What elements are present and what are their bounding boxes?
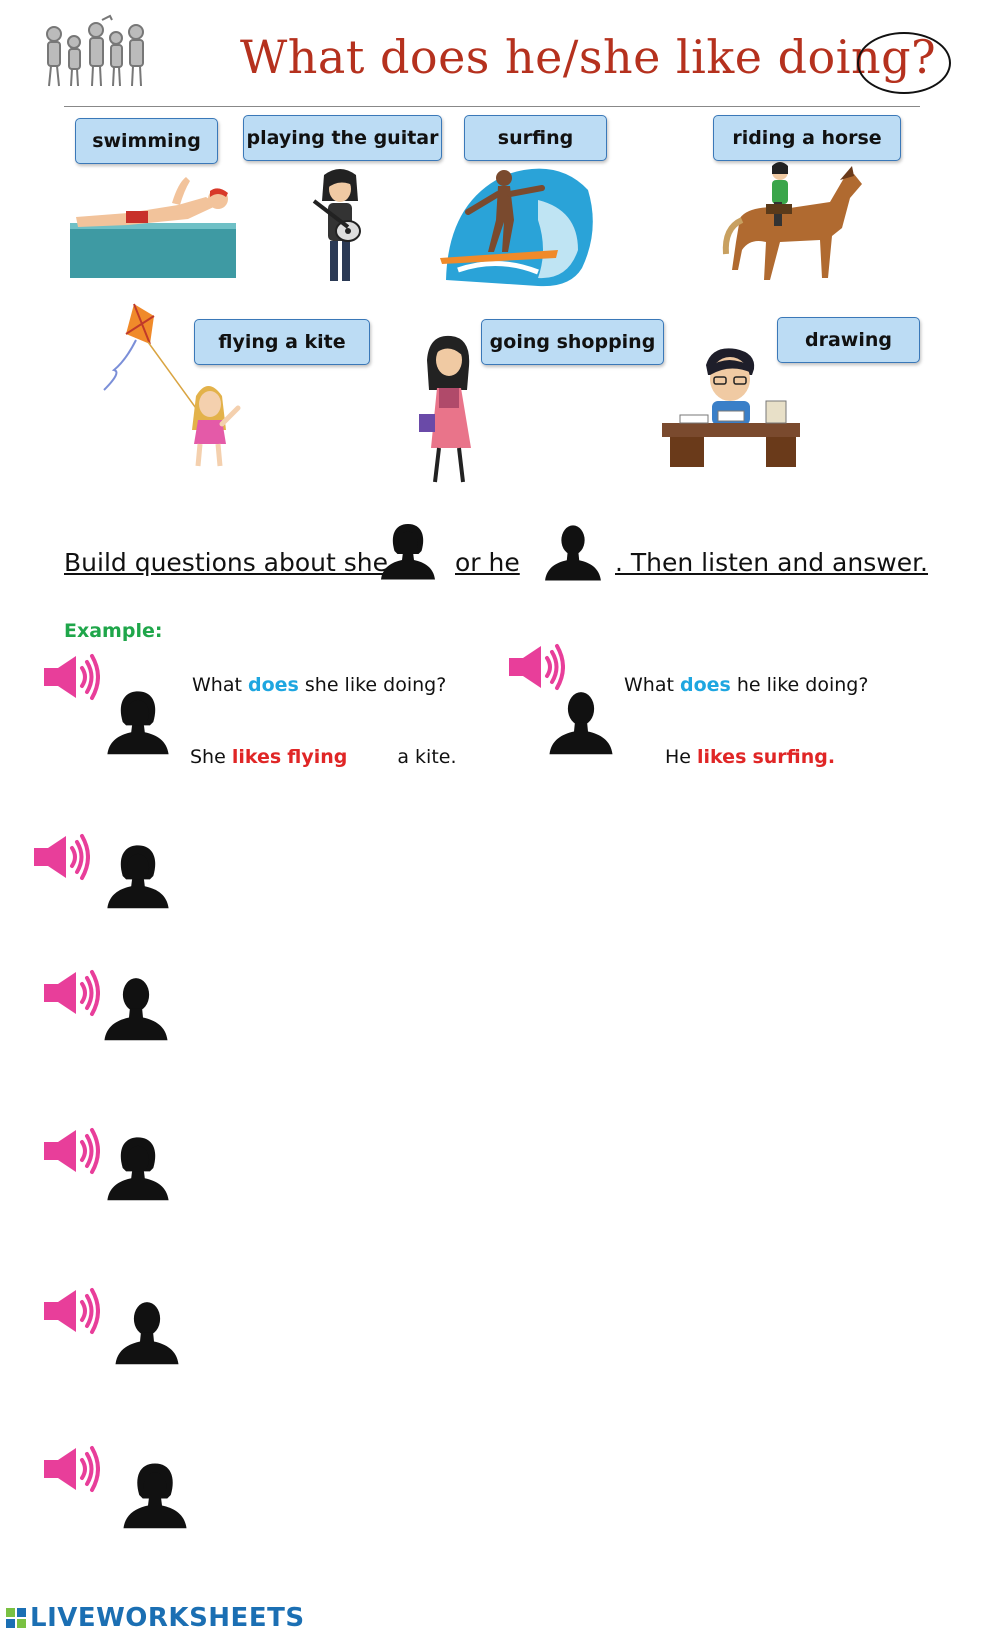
horse-rider-image bbox=[720, 158, 870, 293]
example-he-answer: He likes surfing. bbox=[665, 746, 836, 768]
example-label: Example: bbox=[64, 620, 163, 642]
surfer-image bbox=[438, 160, 600, 292]
instruction-part2: or he bbox=[455, 548, 520, 577]
he-silhouette-icon bbox=[542, 520, 604, 582]
shopping-girl-image bbox=[405, 330, 495, 490]
speaker-icon[interactable] bbox=[505, 642, 565, 692]
liveworksheets-logo-icon bbox=[6, 1608, 26, 1628]
he-silhouette-icon bbox=[546, 686, 616, 756]
swimmer-image bbox=[68, 175, 238, 280]
label-drawing[interactable]: drawing bbox=[777, 317, 920, 363]
drawing-boy-image bbox=[656, 345, 806, 480]
score-oval bbox=[857, 32, 951, 94]
she-silhouette-icon bbox=[378, 520, 438, 582]
example-she-answer: She likes flying a kite. bbox=[190, 746, 457, 768]
instruction-part1: Build questions about she bbox=[64, 548, 389, 577]
he-silhouette-icon bbox=[100, 972, 172, 1042]
example-he-question: What does he like doing? bbox=[624, 674, 869, 696]
label-swimming[interactable]: swimming bbox=[75, 118, 218, 164]
example-she-question: What does she like doing? bbox=[192, 674, 447, 696]
liveworksheets-logo bbox=[6, 1603, 305, 1633]
kite-girl-image bbox=[96, 300, 256, 472]
speaker-icon[interactable] bbox=[40, 1126, 100, 1176]
label-playing-the-guitar[interactable]: playing the guitar bbox=[243, 115, 442, 161]
speaker-icon[interactable] bbox=[40, 652, 100, 702]
children-sketch-icon bbox=[40, 12, 148, 90]
label-going-shopping[interactable]: going shopping bbox=[481, 319, 664, 365]
she-silhouette-icon bbox=[104, 842, 172, 910]
she-silhouette-icon bbox=[104, 1134, 172, 1202]
page-title: What does he/she like doing? bbox=[240, 30, 937, 84]
she-silhouette-icon bbox=[120, 1460, 190, 1530]
label-surfing[interactable]: surfing bbox=[464, 115, 607, 161]
label-riding-a-horse[interactable]: riding a horse bbox=[713, 115, 901, 161]
speaker-icon[interactable] bbox=[40, 1444, 100, 1494]
header-divider bbox=[64, 106, 920, 107]
speaker-icon[interactable] bbox=[40, 968, 100, 1018]
brand-text: LIVEWORKSHEETS bbox=[30, 1603, 305, 1633]
speaker-icon[interactable] bbox=[30, 832, 90, 882]
speaker-icon[interactable] bbox=[40, 1286, 100, 1336]
he-silhouette-icon bbox=[110, 1296, 184, 1366]
guitar-player-image bbox=[300, 165, 380, 287]
she-silhouette-icon bbox=[104, 688, 172, 756]
instruction-part3: . Then listen and answer. bbox=[615, 548, 929, 577]
label-flying-a-kite[interactable]: flying a kite bbox=[194, 319, 370, 365]
